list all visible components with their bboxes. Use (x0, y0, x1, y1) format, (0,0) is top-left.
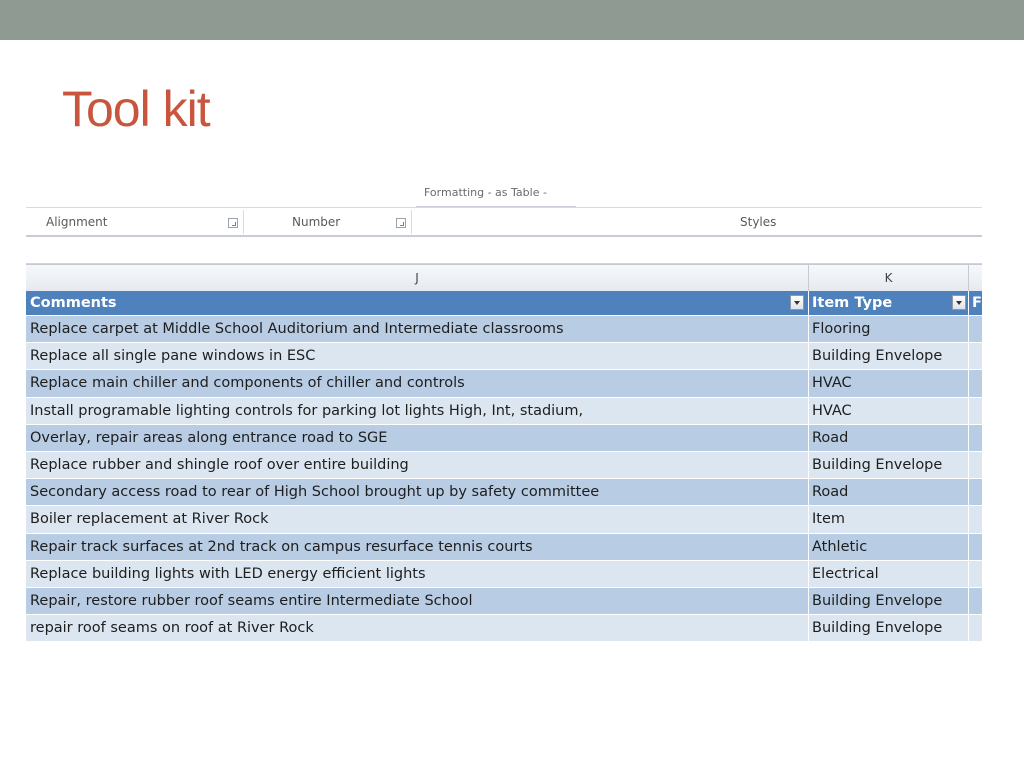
column-separator (968, 398, 969, 424)
ribbon-partial-label: Formatting - as Table - (424, 186, 547, 199)
column-separator (968, 479, 969, 505)
column-separator (808, 534, 809, 560)
cell-comments[interactable]: Replace carpet at Middle School Auditorium and Intermediate classrooms (30, 321, 564, 338)
column-separator (968, 506, 969, 532)
column-separator (968, 291, 969, 315)
cell-comments[interactable]: Replace building lights with LED energy efficient lights (30, 565, 426, 582)
slide-top-bar (0, 0, 1024, 40)
header-item-type[interactable]: Item Type (812, 295, 893, 311)
ribbon-separator (411, 210, 412, 234)
cell-item-type[interactable]: HVAC (812, 402, 852, 419)
alignment-dialog-launcher-icon[interactable] (228, 218, 238, 228)
cell-comments[interactable]: Overlay, repair areas along entrance road to SGE (30, 429, 388, 446)
column-header-j[interactable]: J (26, 265, 809, 291)
table-row (26, 615, 982, 642)
table-header-row (26, 291, 982, 316)
column-header-row (26, 264, 982, 292)
column-separator (808, 615, 809, 641)
cell-item-type[interactable]: Building Envelope (812, 457, 943, 474)
cell-comments[interactable]: Replace all single pane windows in ESC (30, 348, 316, 365)
cell-next-column[interactable] (970, 588, 982, 614)
column-separator (808, 316, 809, 342)
filter-dropdown-icon[interactable] (790, 295, 804, 310)
table-row (26, 506, 982, 533)
cell-item-type[interactable]: Flooring (812, 321, 871, 338)
ribbon-separator (243, 210, 244, 234)
column-separator (968, 343, 969, 369)
cell-item-type[interactable]: Building Envelope (812, 348, 943, 365)
table-body (26, 316, 982, 642)
cell-next-column[interactable] (970, 561, 982, 587)
cell-next-column[interactable] (970, 615, 982, 641)
column-separator (808, 370, 809, 396)
ribbon-group-labels (26, 207, 982, 236)
column-separator (808, 343, 809, 369)
cell-next-column[interactable] (970, 398, 982, 424)
table-row (26, 479, 982, 506)
cell-next-column[interactable] (970, 506, 982, 532)
column-separator (808, 479, 809, 505)
cell-comments[interactable]: Replace rubber and shingle roof over entire building (30, 457, 409, 474)
column-separator (808, 425, 809, 451)
cell-item-type[interactable]: Item (812, 511, 846, 528)
cell-next-column[interactable] (970, 479, 982, 505)
filter-dropdown-icon[interactable] (952, 295, 966, 310)
cell-comments[interactable]: Boiler replacement at River Rock (30, 511, 269, 528)
column-separator (968, 615, 969, 641)
slide-title: Tool kit (62, 81, 210, 137)
column-separator (808, 506, 809, 532)
column-separator (968, 534, 969, 560)
ribbon-group-alignment: Alignment (46, 215, 108, 229)
column-separator (808, 588, 809, 614)
cell-next-column[interactable] (970, 452, 982, 478)
column-separator (968, 561, 969, 587)
ribbon (26, 186, 982, 235)
column-separator (808, 561, 809, 587)
table-row (26, 316, 982, 343)
table-row (26, 534, 982, 561)
table-row (26, 588, 982, 615)
column-separator (968, 452, 969, 478)
cell-comments[interactable]: Replace main chiller and components of chiller and controls (30, 375, 465, 392)
number-dialog-launcher-icon[interactable] (396, 218, 406, 228)
column-separator (968, 588, 969, 614)
cell-next-column[interactable] (970, 534, 982, 560)
table-row (26, 452, 982, 479)
cell-next-column[interactable] (970, 370, 982, 396)
cell-item-type[interactable]: Building Envelope (812, 620, 943, 637)
cell-next-column[interactable] (970, 316, 982, 342)
cell-item-type[interactable]: Electrical (812, 565, 879, 582)
data-table (26, 291, 982, 642)
column-separator (968, 425, 969, 451)
cell-comments[interactable]: Repair track surfaces at 2nd track on campus resurface tennis courts (30, 538, 533, 555)
table-row (26, 343, 982, 370)
spreadsheet-screenshot (26, 186, 982, 637)
column-separator (808, 398, 809, 424)
formula-bar-area (26, 235, 982, 264)
column-separator (808, 452, 809, 478)
cell-item-type[interactable]: Athletic (812, 538, 868, 555)
cell-comments[interactable]: Repair, restore rubber roof seams entire Intermediate School (30, 592, 473, 609)
column-separator (808, 291, 809, 315)
column-header-k[interactable]: K (809, 265, 969, 291)
header-comments[interactable]: Comments (30, 295, 117, 311)
table-row (26, 561, 982, 588)
cell-comments[interactable]: repair roof seams on roof at River Rock (30, 620, 314, 637)
ribbon-group-styles: Styles (740, 215, 777, 229)
header-next-column[interactable]: F (972, 295, 982, 311)
column-separator (968, 316, 969, 342)
cell-item-type[interactable]: HVAC (812, 375, 852, 392)
cell-comments[interactable]: Install programable lighting controls for parking lot lights High, Int, stadium, (30, 402, 584, 419)
table-row (26, 370, 982, 397)
cell-comments[interactable]: Secondary access road to rear of High School brought up by safety committee (30, 484, 600, 501)
cell-item-type[interactable]: Road (812, 484, 849, 501)
ribbon-group-number: Number (292, 215, 341, 229)
cell-item-type[interactable]: Building Envelope (812, 592, 943, 609)
column-separator (968, 370, 969, 396)
cell-next-column[interactable] (970, 343, 982, 369)
ribbon-partial-text (424, 186, 572, 207)
table-row (26, 425, 982, 452)
table-row (26, 398, 982, 425)
cell-next-column[interactable] (970, 425, 982, 451)
cell-item-type[interactable]: Road (812, 429, 849, 446)
